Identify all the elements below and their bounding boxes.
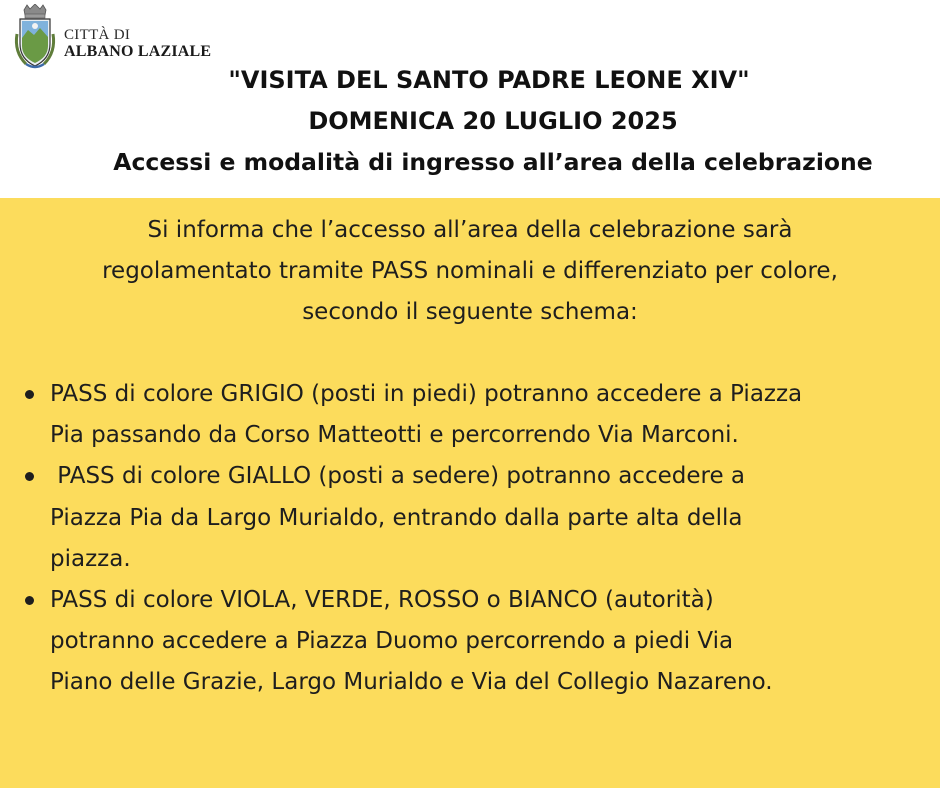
coat-of-arms-icon bbox=[12, 4, 58, 72]
bullet-line: Pia passando da Corso Matteotti e percorrendo Via Marconi. bbox=[50, 422, 739, 449]
bullet-line: PASS di colore GRIGIO (posti in piedi) potranno accedere a Piazza bbox=[50, 381, 803, 407]
info-panel bbox=[0, 198, 940, 788]
intro-paragraph bbox=[0, 210, 940, 333]
bullet-line: piazza. bbox=[50, 545, 131, 572]
bullet-item-grigio bbox=[0, 374, 940, 456]
title-line-2: DOMENICA 20 LUGLIO 2025 bbox=[308, 107, 678, 135]
bullet-line: Piano delle Grazie, Largo Murialdo e Via del Collegio Nazareno. bbox=[50, 669, 773, 696]
bullet-dot-icon bbox=[25, 472, 34, 481]
bullet-list bbox=[0, 374, 940, 704]
bullet-dot-icon bbox=[25, 390, 34, 399]
title-line-3: Accessi e modalità di ingresso all’area della celebrazione bbox=[113, 148, 873, 176]
header bbox=[0, 0, 940, 198]
bullet-item-autorita bbox=[0, 580, 940, 704]
intro-line: Si informa che l’accesso all’area della celebrazione sarà bbox=[147, 217, 793, 243]
city-label-name: ALBANO LAZIALE bbox=[64, 43, 212, 60]
title-line-1: "VISITA DEL SANTO PADRE LEONE XIV" bbox=[228, 66, 750, 94]
intro-line: secondo il seguente schema: bbox=[302, 299, 638, 325]
intro-line: regolamentato tramite PASS nominali e differenziato per colore, bbox=[102, 258, 838, 284]
bullet-item-giallo bbox=[0, 456, 940, 580]
bullet-dot-icon bbox=[25, 596, 34, 605]
bullet-line: potranno accedere a Piazza Duomo percorrendo a piedi Via bbox=[50, 628, 734, 655]
bullet-line: PASS di colore GIALLO (posti a sedere) potranno accedere a bbox=[50, 463, 745, 490]
bullet-line: Piazza Pia da Largo Murialdo, entrando dalla parte alta della bbox=[50, 504, 743, 531]
city-label-small: CITTÀ DI bbox=[64, 27, 131, 43]
city-logo bbox=[12, 4, 227, 72]
bullet-line: PASS di colore VIOLA, VERDE, ROSSO o BIANCO (autorità) bbox=[50, 587, 714, 614]
